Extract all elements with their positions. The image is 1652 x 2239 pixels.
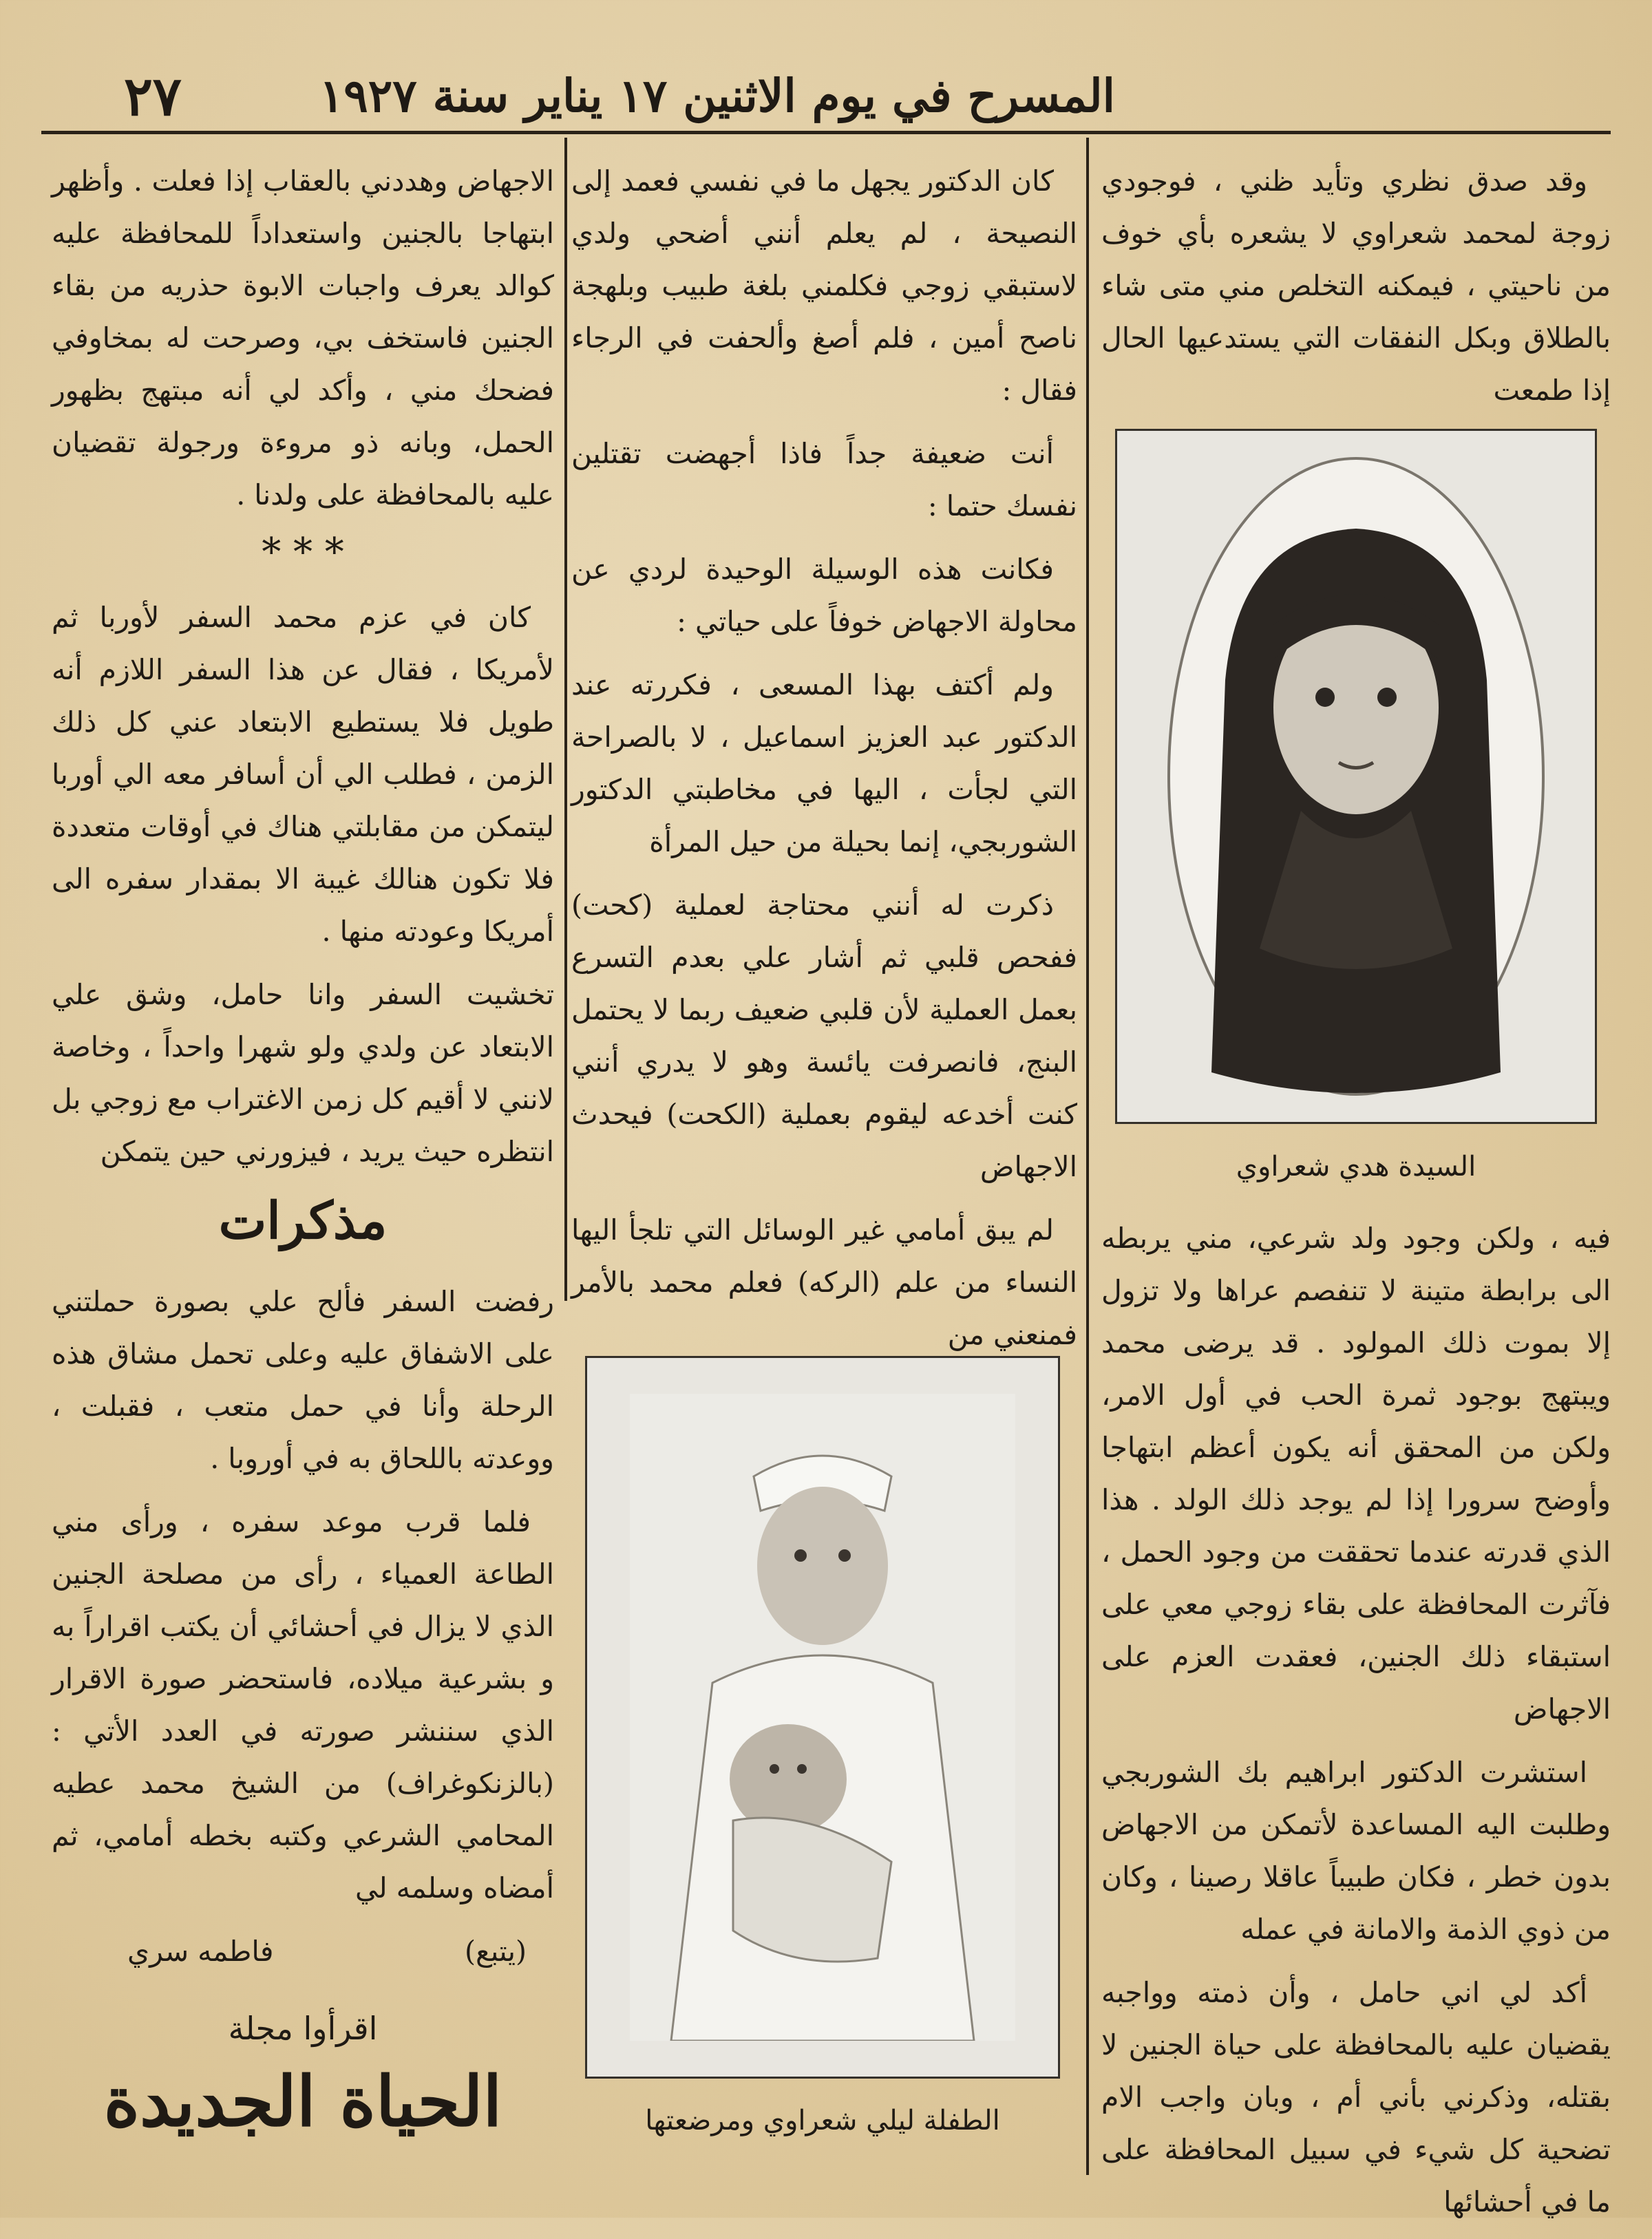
author-signature: فاطمه سري [127,1935,274,1968]
paragraph: فلما قرب موعد سفره ، ورأى مني الطاعة العمياء ، رأى من مصلحة الجنين الذي لا يزال في أحشائي أن يكتب اقراراً به و بشرعية ميلاده، فاستحضر صورة الاقرار الذي سننشر صورته في العدد الأتي : (بالزنكوغراف) من الشيخ محمد عطيه المحامي الشرعي وكتبه بخطه أمامي، ثم أمضاه وسلمه لي [52,1505,554,1904]
section-separator-stars: * * * [262,530,344,575]
paragraph: أكد لي اني حامل ، وأن ذمته وواجبه يقضيان عليه بالمحافظة على حياة الجنين لا بقتله، وذكرني بأني أم ، وبان واجب الام تضحية كل شيء في سبيل المحافظة على ما في أحشائها [1101,1976,1611,2218]
paragraph: استشرت الدكتور ابراهيم بك الشوربجي وطلبت اليه المساعدة لأتمكن من الاجهاض بدون خطر ، فكان طبيباً عاقلا رصينا ، وكان من ذوي الذمة والامانة في عمله [1101,1756,1611,1946]
photo-laila-and-nurse [585,1356,1060,2079]
paragraph: لم يبق أمامي غير الوسائل التي تلجأ اليها النساء من علم (الركه) فعلم محمد بالأمر فمنعني من [571,1213,1077,1351]
paragraph: رفضت السفر فألح علي بصورة حملتني على الاشفاق عليه وعلى تحمل مشاق هذه الرحلة وأنا في حمل متعب ، فقبلت ، ووعدته باللحاق به في أوروبا . [52,1285,554,1475]
photo-caption: السيدة هدي شعراوي [1236,1151,1476,1182]
ad-magazine-title: الحياة الجديدة [103,2061,502,2142]
nurse-with-baby-image [630,1394,1015,2041]
article-column-right [1101,155,1611,2239]
photo-huda-shaarawi [1115,429,1597,1124]
photo-block-nurse [585,1356,1060,2136]
paragraph: الاجهاض وهددني بالعقاب إذا فعلت . وأظهر ابتهاجا بالجنين واستعداداً للمحافظة عليه كوالد يعرف واجبات الابوة حذريه من بقاء الجنين فاستخف بي، وصرحت له بمخاوفي فضحك مني ، وأكد لي أنه مبتهج بظهور الحمل، وبانه ذو مروءة ورجولة تقضيان عليه بالمحافظة على ولدنا . [52,165,554,511]
paragraph: كان في عزم محمد السفر لأوربا ثم لأمريكا ، فقال عن هذا السفر اللازم أنه طويل فلا يستطيع الابتعاد عني كل ذلك الزمن ، فطلب الي أن أسافر معه الي أوربا ليتمكن من مقابلتي هناك في أوقات متعددة فلا تكون هنالك غيبة الا بمقدار سفره الى أمريكا وعودته منها . [52,601,554,948]
paragraph: فكانت هذه الوسيلة الوحيدة لردي عن محاولة الاجهاض خوفاً على حياتي : [571,553,1077,638]
page-number: ٢٧ [124,65,182,128]
signature-row [52,1925,554,1977]
paragraph: أنت ضعيفة جداً فاذا أجهضت تقتلين نفسك حتما : [571,437,1077,522]
header-divider [41,131,1611,134]
portrait-image [1163,453,1549,1100]
article-column-middle [571,155,1077,1372]
paragraph: تخشيت السفر وانا حامل، وشق علي الابتعاد عن ولدي ولو شهرا واحداً ، وخاصة لانني لا أقيم كل زمن الاغتراب مع زوجي بل انتظره حيث يريد ، فيزورني حين يتمكن [52,978,554,1168]
paragraph: وقد صدق نظري وتأيد ظني ، فوجودي زوجة لمحمد شعراوي لا يشعره بأي خوف من ناحيتي ، فيمكنه التخلص مني متى شاء بالطلاق وبكل النفقات التي يستدعيها الحال إذا طمعت [1101,165,1611,407]
photo-caption: الطفلة ليلي شعراوي ومرضعتها [645,2105,1000,2136]
paragraph: فيه ، ولكن وجود ولد شرعي، مني يربطه الى برابطة متينة لا تنفصم عراها ولا تزول إلا بموت ذلك المولود . قد يرضى محمد ويبتهج بوجود ثمرة الحب في أول الامر، ولكن من المحقق أنه يكون أعظم ابتهاجا وأوضح سرورا إذا لم يوجد ذلك الولد . هذا الذي قدرته عندما تحققت من وجود الحمل ، فآثرت المحافظة على بقاء زوجي معي على استبقاء ذلك الجنين، فعقدت العزم على الاجهاض [1101,1222,1611,1726]
article-column-left [52,155,554,2143]
section-title-memoirs: مذكرات [218,1191,388,1251]
paragraph: ذكرت له أنني محتاجة لعملية (كحت) ففحص قلبي ثم أشار علي بعدم التسرع بعمل العملية لأن قلبي ضعيف ربما لا يحتمل البنج، فانصرفت يائسة وهو لا يدري أنني كنت أخدعه ليقوم بعملية (الكحت) فيحدث الاجهاض [571,889,1077,1183]
paragraph: ولم أكتف بهذا المسعى ، فكررته عند الدكتور عبد العزيز اسماعيل ، لا بالصراحة التي لجأت ، اليها في مخاطبتي الدكتور الشوربجي، إنما بحيلة من حيل المرأة [571,668,1077,858]
column-divider-left [564,138,567,1301]
paragraph: كان الدكتور يجهل ما في نفسي فعمد إلى النصيحة ، لم يعلم أنني أضحي ولدي لاستبقي زوجي فكلمني بلغة طبيب وبلهجة ناصح أمين ، فلم أصغ وألحفت في الرجاء فقال : [571,165,1077,407]
ad-tagline: اقرأوا مجلة [228,2010,378,2047]
column-divider-right [1086,138,1089,2175]
page-header-title: المسرح في يوم الاثنين ١٧ يناير سنة ١٩٢٧ [319,69,1115,123]
continued-note: (يتبع) [465,1935,527,1968]
